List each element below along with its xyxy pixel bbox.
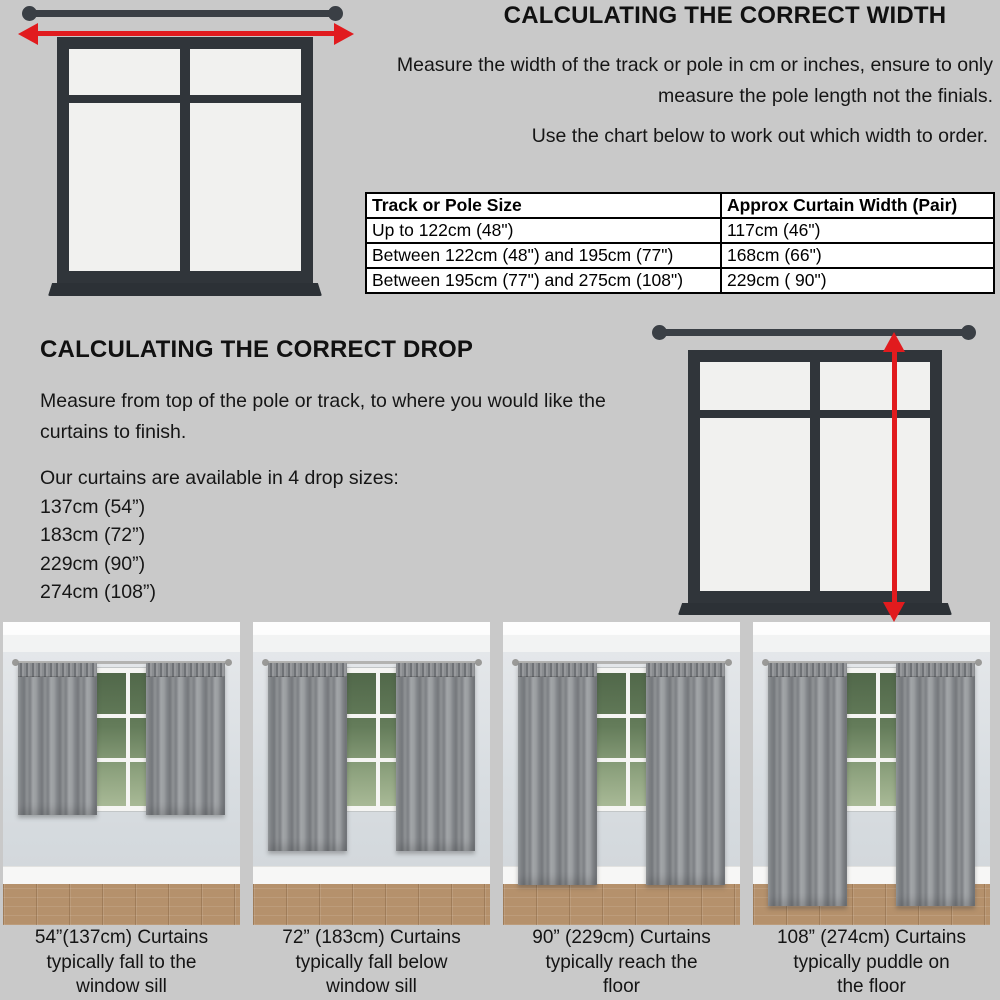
photo-floor bbox=[3, 884, 240, 925]
curtain-panel-left bbox=[18, 663, 97, 815]
window-pane bbox=[190, 103, 301, 271]
window-muntin bbox=[376, 673, 380, 806]
pole-finial-icon bbox=[975, 659, 982, 666]
caption-line: typically fall to the bbox=[46, 951, 197, 973]
caption-72in bbox=[253, 926, 490, 1000]
pole-finial-icon bbox=[725, 659, 732, 666]
caption-108in bbox=[753, 926, 990, 1000]
caption-54in bbox=[3, 926, 240, 1000]
table-row bbox=[366, 268, 994, 293]
window-pane bbox=[69, 103, 180, 271]
photo-ceiling bbox=[753, 622, 990, 635]
window-illustration bbox=[688, 350, 942, 603]
drop-measure-arrow bbox=[892, 350, 897, 604]
caption-line: 54”(137cm) Curtains bbox=[34, 927, 209, 948]
window-muntin bbox=[126, 673, 130, 806]
window-illustration bbox=[57, 37, 313, 283]
window-pane bbox=[190, 49, 301, 95]
size-table bbox=[365, 192, 995, 294]
drop-sizes-intro: Our curtains are available in 4 drop sizes: bbox=[40, 467, 399, 489]
curtain-panel-right bbox=[396, 663, 475, 851]
example-photo-108in bbox=[753, 622, 990, 925]
window-pane bbox=[820, 418, 930, 591]
photo-crown-molding bbox=[3, 635, 240, 653]
width-section-chart-note: Use the chart below to work out which width to order. bbox=[531, 125, 988, 147]
drop-size-item: 137cm (54”) bbox=[40, 495, 146, 518]
window-muntin bbox=[876, 673, 880, 806]
arrow-right-icon bbox=[334, 23, 354, 45]
curtain-panel-left bbox=[768, 663, 847, 906]
window-pane bbox=[700, 418, 810, 591]
width-section-paragraph: Measure the width of the track or pole in cm or inches, ensure to only measure the pole length not the finials. bbox=[396, 54, 993, 107]
photo-floor bbox=[503, 884, 740, 925]
example-photo-72in bbox=[253, 622, 490, 925]
curtain-panel-left bbox=[518, 663, 597, 885]
caption-line: floor bbox=[603, 976, 640, 997]
caption-line: 108” (274cm) Curtains bbox=[776, 927, 967, 948]
window-sill bbox=[48, 283, 322, 296]
window-pane bbox=[69, 49, 180, 95]
pole-finial-left-icon bbox=[22, 6, 37, 21]
curtain-pole-illustration bbox=[660, 329, 969, 336]
drop-size-item: 274cm (108”) bbox=[40, 581, 156, 603]
arrow-up-icon bbox=[883, 332, 905, 352]
table-cell: 229cm ( 90") bbox=[721, 268, 994, 293]
table-cell: 117cm (46") bbox=[721, 218, 994, 243]
photo-crown-molding bbox=[253, 635, 490, 653]
pole-finial-right-icon bbox=[328, 6, 343, 21]
pole-finial-icon bbox=[225, 659, 232, 666]
table-row bbox=[366, 218, 994, 243]
caption-line: the floor bbox=[837, 976, 906, 997]
width-illustration bbox=[0, 0, 380, 310]
drop-illustration bbox=[630, 315, 1000, 625]
caption-line: typically fall below bbox=[295, 951, 448, 973]
drop-size-item: 229cm (90”) bbox=[40, 552, 146, 575]
table-cell: Up to 122cm (48") bbox=[366, 218, 721, 243]
drop-section-paragraph: Measure from top of the pole or track, to where you would like the curtains to finish. bbox=[40, 390, 606, 443]
table-cell: Between 195cm (77") and 275cm (108") bbox=[366, 268, 721, 293]
photo-ceiling bbox=[503, 622, 740, 635]
curtain-pole-illustration bbox=[30, 10, 335, 17]
curtain-panel-right bbox=[146, 663, 225, 815]
example-photo-90in bbox=[503, 622, 740, 925]
drop-section-heading: CALCULATING THE CORRECT DROP bbox=[40, 336, 474, 363]
table-header-row bbox=[366, 193, 994, 218]
photo-floor bbox=[253, 884, 490, 925]
table-cell: 168cm (66") bbox=[721, 243, 994, 268]
pole-finial-left-icon bbox=[652, 325, 667, 340]
table-cell: Between 122cm (48") and 195cm (77") bbox=[366, 243, 721, 268]
window-pane bbox=[820, 362, 930, 410]
width-section-heading: CALCULATING THE CORRECT WIDTH bbox=[503, 2, 947, 29]
arrow-down-icon bbox=[883, 602, 905, 622]
window-pane bbox=[700, 362, 810, 410]
table-header-curtain-width: Approx Curtain Width (Pair) bbox=[721, 193, 994, 218]
caption-line: typically reach the bbox=[545, 951, 698, 973]
window-sill bbox=[678, 603, 952, 615]
curtain-panel-right bbox=[646, 663, 725, 885]
curtain-panel-left bbox=[268, 663, 347, 851]
table-row bbox=[366, 243, 994, 268]
example-photo-54in bbox=[3, 622, 240, 925]
caption-line: window sill bbox=[326, 976, 417, 997]
arrow-left-icon bbox=[18, 23, 38, 45]
caption-line: window sill bbox=[76, 976, 167, 997]
drop-sizes-list bbox=[40, 464, 460, 607]
pole-finial-right-icon bbox=[961, 325, 976, 340]
photo-crown-molding bbox=[503, 635, 740, 653]
photo-crown-molding bbox=[753, 635, 990, 653]
window-muntin bbox=[626, 673, 630, 806]
caption-line: 90” (229cm) Curtains bbox=[532, 927, 711, 948]
drop-size-item: 183cm (72”) bbox=[40, 524, 146, 546]
photo-ceiling bbox=[253, 622, 490, 635]
caption-line: 72” (183cm) Curtains bbox=[282, 927, 461, 948]
pole-finial-icon bbox=[475, 659, 482, 666]
curtain-panel-right bbox=[896, 663, 975, 906]
photo-ceiling bbox=[3, 622, 240, 635]
caption-90in bbox=[503, 926, 740, 1000]
caption-line: typically puddle on bbox=[793, 951, 950, 973]
table-header-pole-size: Track or Pole Size bbox=[366, 193, 721, 218]
width-measure-arrow bbox=[36, 31, 336, 36]
